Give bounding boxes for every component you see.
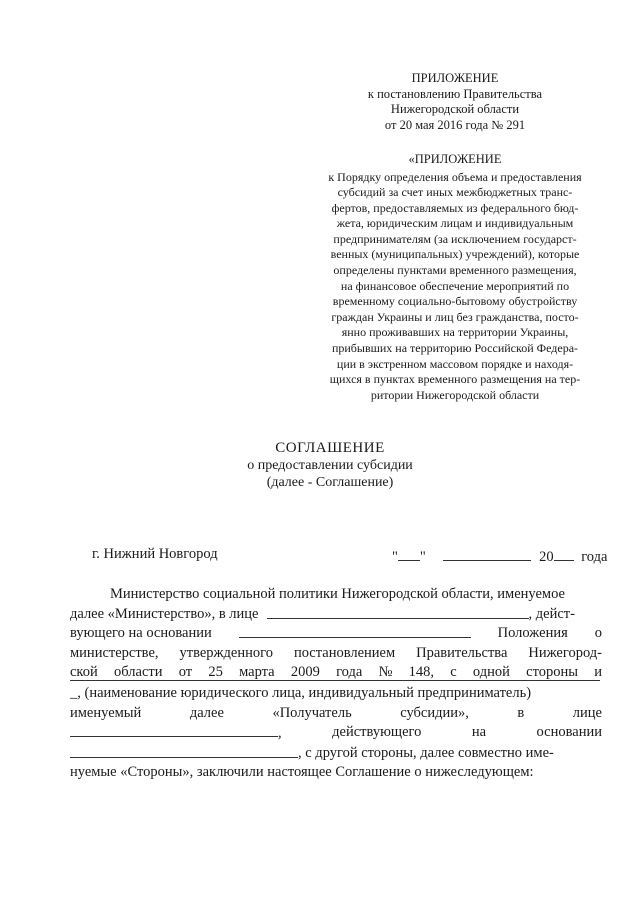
- inner-appendix-line: фертов, предоставляемых из федерального бюд-: [331, 200, 579, 215]
- para2-line-4: [70, 744, 602, 764]
- para1-text: , дейст-: [528, 605, 575, 622]
- para1-word: Нижегород-: [528, 644, 602, 661]
- para2-word: именуемый: [70, 704, 142, 721]
- para1-line-3: [70, 624, 602, 644]
- para2-line-2: [70, 704, 602, 724]
- inner-appendix-body: [310, 170, 600, 404]
- para1-word: 25: [208, 664, 223, 680]
- appendix-title: ПРИЛОЖЕНИЕ: [411, 71, 499, 85]
- inner-appendix-line: жета, юридическим лицам и индивидуальным: [336, 216, 574, 231]
- year-word: года: [581, 549, 608, 565]
- inner-appendix-line: к Порядку определения объема и предоставления: [328, 169, 582, 184]
- appendix-header: [360, 71, 550, 133]
- appendix-line-1: к постановлению Правительства: [367, 86, 543, 101]
- para1-line-1: [70, 585, 602, 605]
- para1-line-4: [70, 644, 602, 664]
- para1-word: и: [594, 664, 602, 680]
- inner-appendix-line: временному социально-бытовому обустройству: [332, 294, 578, 309]
- para1-line-2: [70, 605, 602, 625]
- year-prefix: 20: [539, 549, 554, 565]
- para2-line-1: [70, 684, 602, 704]
- para1-text: Положения: [497, 625, 568, 641]
- agreement-short-name: (далее - Соглашение): [266, 475, 394, 490]
- agreement-title-block: [230, 440, 430, 491]
- para2-line-5: [70, 763, 602, 783]
- inner-appendix-line: предпринимателям (за исключением государст-: [333, 231, 577, 246]
- month-blank: [443, 546, 531, 561]
- year-blank: [554, 546, 574, 561]
- para1-word: 148,: [408, 664, 435, 680]
- representative-blank: [70, 723, 278, 737]
- inner-appendix-line: определены пунктами временного размещения,: [333, 263, 577, 278]
- para1-word: министерстве,: [70, 644, 159, 661]
- para2-word: на: [471, 724, 487, 740]
- para1-word: утвержденного: [179, 644, 273, 661]
- para1-word: области: [114, 664, 163, 680]
- city-name: г. Нижний Новгород: [92, 546, 218, 562]
- para2-word: «Получатель: [272, 704, 352, 721]
- para2-blank-group: [70, 723, 282, 744]
- para2-word: в: [517, 704, 525, 721]
- agreement-paragraph-2: [70, 684, 602, 783]
- agreement-paragraph-1: [70, 585, 602, 683]
- quote-close: ": [419, 549, 426, 565]
- para2-word: основании: [536, 724, 602, 740]
- day-blank: [398, 546, 420, 561]
- inner-appendix-title: «ПРИЛОЖЕНИЕ: [408, 152, 502, 166]
- inner-appendix-line: граждан Украины и лиц без гражданства, посто-: [331, 309, 579, 324]
- para1-word: Правительства: [416, 644, 508, 661]
- inner-appendix-line: янно проживавших на территории Украины,: [341, 325, 569, 340]
- para2-word: далее: [189, 704, 224, 721]
- para2-text: , с другой стороны, далее совместно име-: [298, 744, 554, 761]
- inner-appendix-line: венных (муниципальных) учреждений), которые: [330, 247, 580, 262]
- recipient-name-line: [70, 680, 600, 681]
- date-field: [392, 546, 607, 566]
- inner-appendix-line: субсидий за счет иных межбюджетных транс-: [337, 185, 573, 200]
- appendix-line-3: от 20 мая 2016 года № 291: [384, 117, 526, 132]
- recipient-basis-blank: [70, 744, 298, 758]
- para1-word: года: [336, 664, 363, 680]
- para1-word: марта: [239, 664, 275, 680]
- inner-appendix-line: ции в экстренном массовом порядке и находя-: [336, 356, 574, 371]
- inner-appendix-line: на финансовое обеспечение мероприятий по: [340, 278, 570, 293]
- appendix-line-2: Нижегородской области: [390, 102, 520, 116]
- para2-word: действующего: [332, 724, 422, 740]
- inner-appendix-line: ритории Нижегородской области: [370, 387, 540, 402]
- para2-word: субсидии»,: [400, 704, 469, 721]
- para2-text: нуемые «Стороны», заключили настоящее Соглашение о нижеследующем:: [70, 764, 534, 780]
- inner-appendix-line: прибывших на территорию Российской Федера-: [331, 341, 579, 356]
- para1-text: вующего на основании: [70, 625, 212, 641]
- inner-appendix-header: [310, 152, 600, 403]
- para2-text: , (наименование юридического лица, индивидуальный предприниматель): [77, 685, 532, 701]
- para1-word: №: [378, 664, 393, 680]
- para2-word: лице: [572, 704, 602, 721]
- para1-text: далее «Министерство», в лице: [70, 605, 259, 622]
- para2-text: ,: [278, 725, 282, 741]
- para2-line-3: [70, 723, 602, 744]
- basis-blank: [239, 624, 471, 638]
- quote-open: ": [392, 549, 398, 565]
- agreement-title: СОГЛАШЕНИЕ: [275, 440, 385, 456]
- para1-word: с: [450, 664, 457, 680]
- minister-name-blank: [267, 605, 529, 619]
- place-date-row: [92, 546, 608, 566]
- para1-word: одной: [472, 664, 510, 680]
- para1-word: постановлением: [293, 644, 396, 661]
- para1-word: стороны: [526, 664, 578, 680]
- para2-text: _: [70, 685, 78, 701]
- agreement-subtitle: о предоставлении субсидии: [247, 458, 413, 473]
- para1-word: от: [178, 664, 193, 680]
- para1-word: 2009: [290, 664, 320, 680]
- para1-text: о: [594, 625, 602, 641]
- para1-word: ской: [70, 664, 98, 680]
- para1-text: Министерство социальной политики Нижегородской области, именуемое: [110, 586, 565, 602]
- inner-appendix-line: щихся в пунктах временного размещения на тер-: [329, 372, 581, 387]
